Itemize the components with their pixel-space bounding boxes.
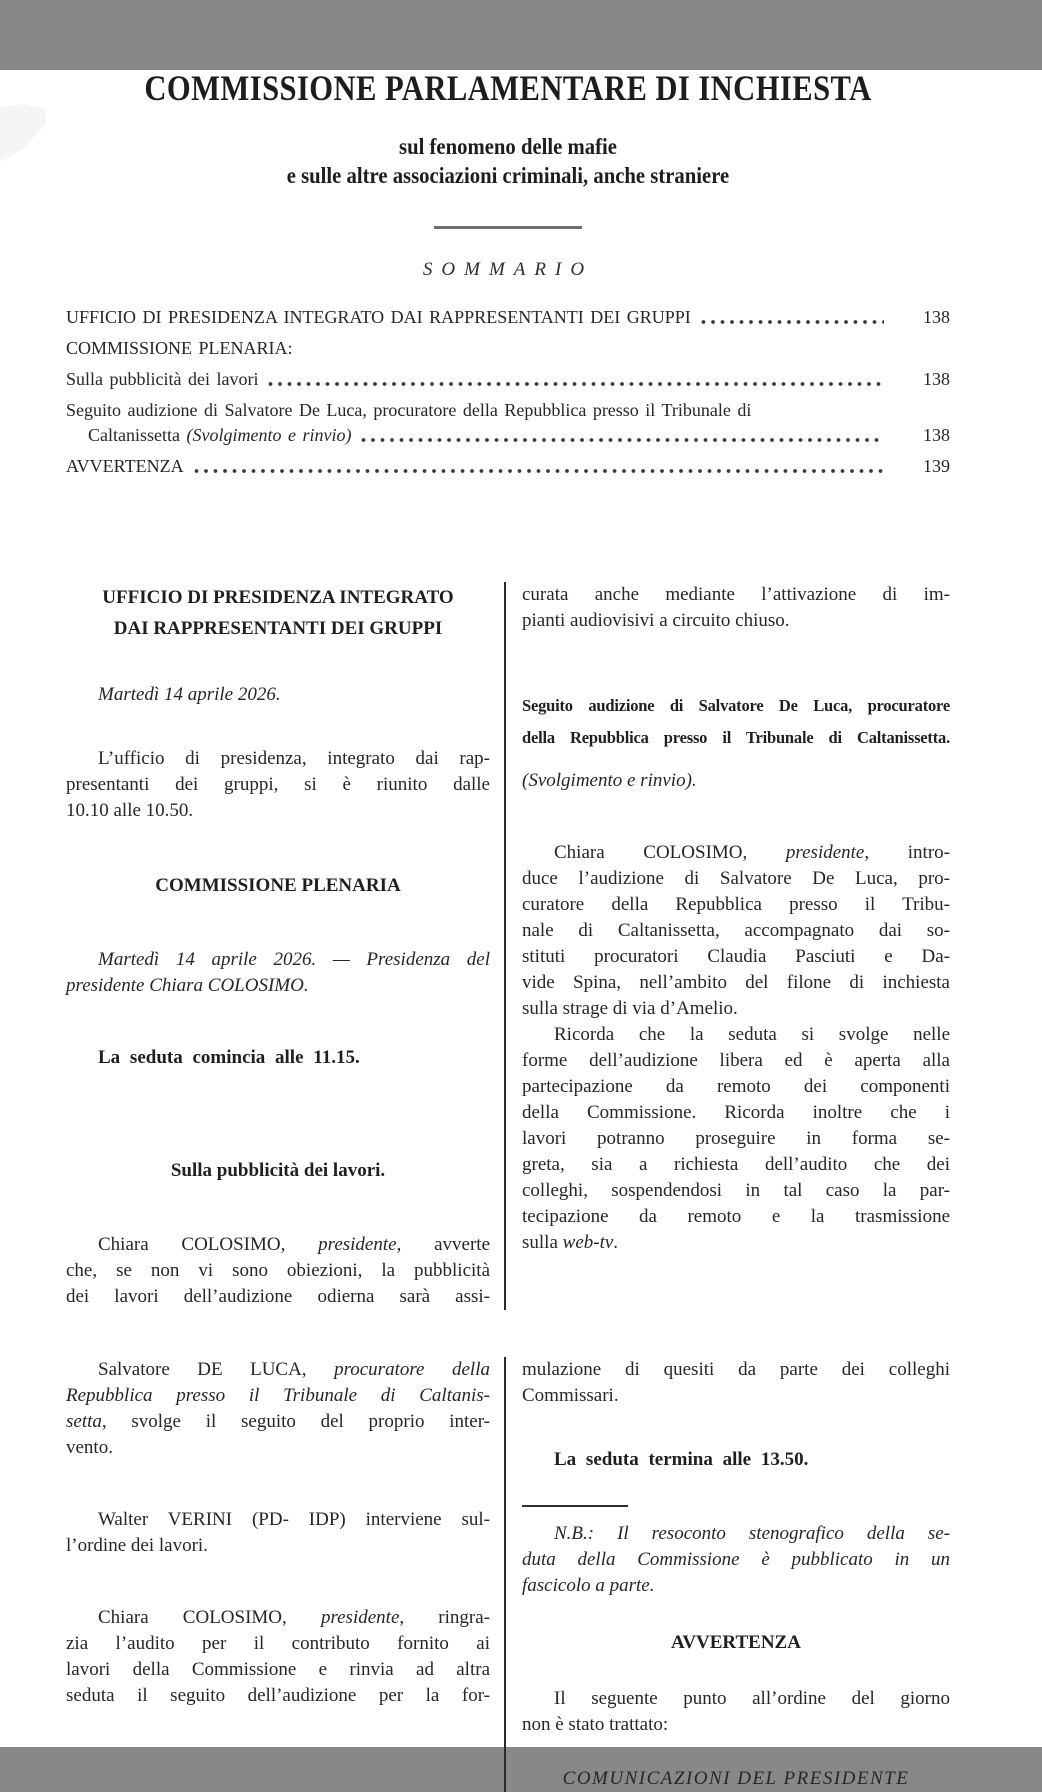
text-line: vento. [66,1436,113,1458]
text-line: della Repubblica presso il Tribunale di Caltanissetta. [522,727,950,747]
text-line: della Commissione. Ricorda inoltre che i [522,1101,950,1123]
toc-entry-label: UFFICIO DI PRESIDENZA INTEGRATO DAI RAPPRESENTANTI DEI GRUPPI [66,306,691,327]
page-title: COMMISSIONE PARLAMENTARE DI INCHIESTA [144,68,872,108]
subtitle-line-2: e sulle altre associazioni criminali, anche straniere [286,162,730,188]
text-line: Il seguente punto all’ordine del giorno [554,1687,950,1709]
column-upper-right [522,582,950,1310]
text-block [522,1766,950,1792]
toc-entry-label: Sulla pubblicità dei lavori [66,368,259,389]
text-block [522,1022,950,1256]
toc-row [66,398,950,422]
text-line: tecipazione da remoto e la trasmissione [522,1205,950,1227]
text-line: non è stato trattato: [522,1713,669,1735]
masthead [66,70,950,281]
text-line: sulla web-tv. [522,1231,619,1253]
text-line: forme dell’audizione libera ed è aperta alla [522,1049,950,1071]
text-block [522,1627,950,1658]
text-block [66,1507,490,1559]
subtitle-line-1: sul fenomeno delle mafie [399,133,617,159]
text-line: stituti procuratori Claudia Pasciuti e Da- [522,945,950,967]
text-line: nale di Caltanissetta, accompagnato dai so- [522,919,950,941]
toc-page-number: 139 [923,455,950,476]
text-line: duta della Commissione è pubblicato in un [522,1548,950,1570]
text-block [522,768,950,794]
text-line: UFFICIO DI PRESIDENZA INTEGRATO [102,586,454,608]
text-line: COMUNICAZIONI DEL PRESIDENTE [562,1767,910,1789]
toc-row [66,336,950,360]
text-line: sulla strage di via d’Amelio. [522,997,738,1019]
sommario-heading: SOMMARIO [422,258,594,280]
toc-entry-label: Seguito audizione di Salvatore De Luca, procuratore della Repubblica presso il Tribunale di [66,399,752,420]
text-line: Salvatore DE LUCA, procuratore della [98,1358,490,1380]
page-content [66,70,950,1792]
section-lower [66,1357,950,1792]
text-line: partecipazione da remoto dei componenti [522,1075,950,1097]
toc-page-number: 138 [923,424,950,445]
text-block [522,840,950,1022]
text-block [66,1155,490,1186]
text-block [522,1686,950,1738]
text-line: seduta il seguito dell’audizione per la for- [66,1684,490,1706]
text-line: presidente Chiara COLOSIMO. [66,974,309,996]
text-line: DAI RAPPRESENTANTI DEI GRUPPI [113,617,443,639]
toc-page-number: 138 [923,306,950,327]
text-line: Ricorda che la seduta si svolge nelle [554,1023,950,1045]
text-line: vide Spina, nell’ambito del filone di inchiesta [522,971,950,993]
text-line: duce l’audizione di Salvatore De Luca, pro- [522,867,950,889]
text-block [66,1232,490,1310]
text-block [66,947,490,999]
toc-leader-dots [701,319,884,325]
column-divider-upper [504,582,506,1310]
text-line: Walter VERINI (PD- IDP) interviene sul- [98,1508,490,1530]
text-block [66,682,490,708]
text-line: La seduta comincia alle 11.15. [98,1046,360,1068]
text-block [522,1447,950,1473]
text-block [66,1045,490,1071]
column-lower-right [522,1357,950,1792]
text-line: Martedì 14 aprile 2026. — Presidenza del [98,948,490,970]
text-block [522,1521,950,1599]
text-line: curata anche mediante l’attivazione di im- [522,583,950,605]
text-block [66,746,490,824]
text-line: Commissari. [522,1384,619,1406]
toc-leader-dots [268,381,884,387]
text-line: l’ordine dei lavori. [66,1534,208,1556]
toc-leader-dots [361,437,884,443]
text-line: pianti audiovisivi a circuito chiuso. [522,609,790,631]
text-line: L’ufficio di presidenza, integrato dai rap- [98,747,490,769]
text-line: setta, svolge il seguito del proprio inter- [66,1410,490,1432]
toc-page-number: 138 [923,368,950,389]
text-block [522,582,950,634]
text-line: Chiara COLOSIMO, presidente, intro- [554,841,950,863]
text-block [522,690,950,754]
text-line: 10.10 alle 10.50. [66,799,194,821]
section-upper [66,582,950,1310]
text-line: COMMISSIONE PLENARIA [155,874,401,896]
text-line: Sulla pubblicità dei lavori. [170,1159,386,1181]
text-line: Chiara COLOSIMO, presidente, avverte [98,1233,490,1255]
toc-entry-label: Caltanissetta (Svolgimento e rinvio) [88,424,352,445]
text-block [66,582,490,644]
text-line: presentanti dei gruppi, si è riunito dalle [66,773,490,795]
toc-entry-label: AVVERTENZA [66,455,184,476]
text-line: lavori della Commissione e rinvia ad altra [66,1658,490,1680]
toc-row [66,423,950,447]
scan-artifact [0,104,46,162]
text-line: colleghi, sospendendosi in tal caso la par- [522,1179,950,1201]
column-lower-left [66,1357,490,1792]
text-line: fascicolo a parte. [522,1574,655,1596]
toc [66,305,950,478]
text-block [66,870,490,901]
text-line: Martedì 14 aprile 2026. [98,683,281,705]
text-line: N.B.: Il resoconto stenografico della se- [554,1522,950,1544]
text-line: La seduta termina alle 13.50. [554,1448,809,1470]
text-line: che, se non vi sono obiezioni, la pubblicità [66,1259,490,1281]
text-block [66,1605,490,1709]
section-rule [522,1505,628,1507]
toc-row [66,454,950,478]
text-line: zia l’audito per il contributo fornito ai [66,1632,490,1654]
toc-row [66,367,950,391]
text-line: AVVERTENZA [671,1631,801,1653]
document-page [0,68,1042,1789]
text-block [522,1357,950,1409]
text-line: Repubblica presso il Tribunale di Caltanis- [66,1384,490,1406]
text-line: greta, sia a richiesta dell’audito che dei [522,1153,950,1175]
text-line: mulazione di quesiti da parte dei colleghi [522,1358,950,1380]
column-upper-left [66,582,490,1310]
text-line: curatore della Repubblica presso il Tribu- [522,893,950,915]
toc-row [66,305,950,329]
text-block [66,1357,490,1461]
toc-entry-label: COMMISSIONE PLENARIA: [66,337,293,358]
text-line: dei lavori dell’audizione odierna sarà assi- [66,1285,490,1307]
column-divider-lower [504,1357,506,1792]
text-line: Seguito audizione di Salvatore De Luca, procuratore [522,695,950,715]
title-rule [434,226,582,229]
subtitle [110,132,906,190]
text-line: (Svolgimento e rinvio). [522,769,697,791]
text-line: Chiara COLOSIMO, presidente, ringra- [98,1606,490,1628]
text-line: lavori potranno proseguire in forma se- [522,1127,950,1149]
toc-leader-dots [194,468,884,474]
